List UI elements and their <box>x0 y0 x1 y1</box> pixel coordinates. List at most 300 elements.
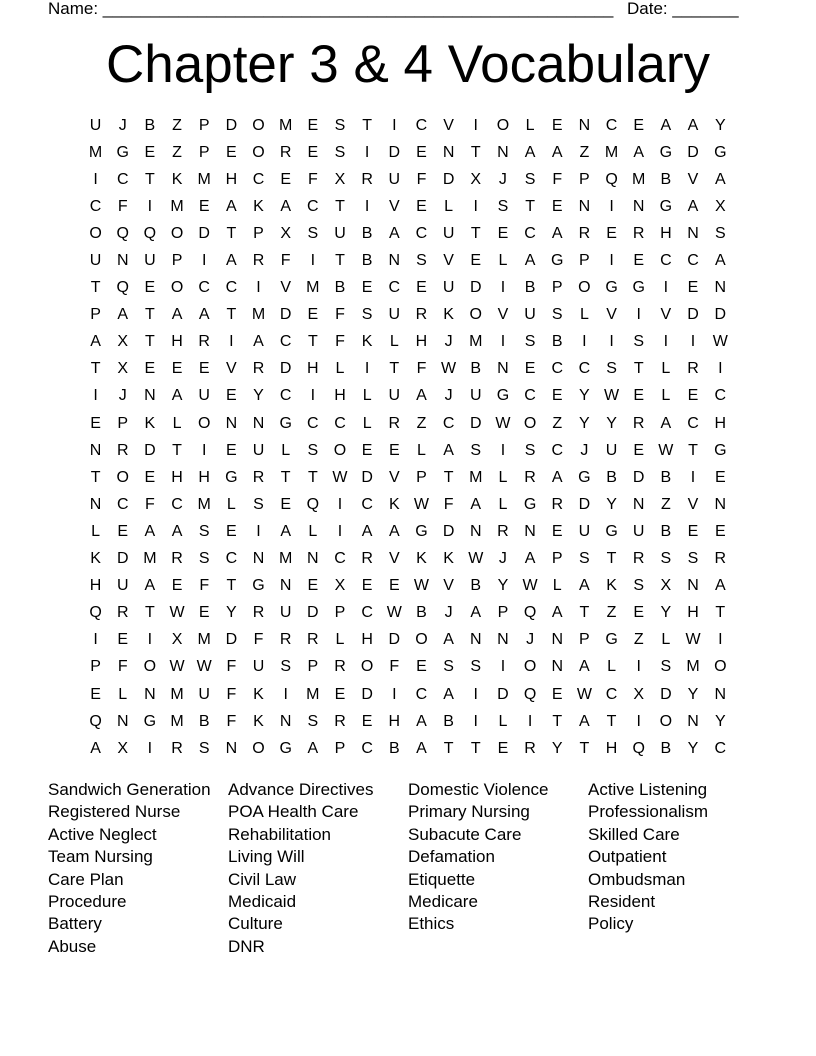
grid-letter[interactable]: T <box>389 360 400 378</box>
grid-letter[interactable]: I <box>663 333 669 351</box>
grid-letter[interactable]: V <box>443 252 454 270</box>
grid-letter[interactable]: W <box>495 414 511 432</box>
grid-letter[interactable]: T <box>145 170 155 188</box>
grid-letter[interactable]: G <box>496 387 510 405</box>
grid-letter[interactable]: W <box>386 604 402 622</box>
grid-letter[interactable]: F <box>335 306 345 324</box>
grid-letter[interactable]: I <box>392 685 397 703</box>
grid-letter[interactable]: S <box>334 143 346 161</box>
grid-letter[interactable]: Y <box>226 604 237 622</box>
grid-letter[interactable]: J <box>580 441 589 459</box>
grid-letter[interactable]: C <box>89 197 102 215</box>
grid-letter[interactable]: I <box>337 495 343 513</box>
grid-letter[interactable]: M <box>279 550 293 568</box>
grid-letter[interactable]: A <box>443 441 454 459</box>
grid-letter[interactable]: I <box>718 631 723 649</box>
grid-letter[interactable]: D <box>307 604 319 622</box>
grid-letter[interactable]: R <box>361 170 373 188</box>
grid-letter[interactable]: E <box>714 522 726 540</box>
grid-letter[interactable]: C <box>551 360 564 378</box>
grid-letter[interactable]: P <box>497 604 509 622</box>
grid-letter[interactable]: T <box>226 577 237 595</box>
grid-letter[interactable]: E <box>633 441 645 459</box>
grid-letter[interactable]: V <box>660 306 672 324</box>
grid-letter[interactable]: A <box>416 739 427 757</box>
grid-letter[interactable]: D <box>388 143 401 161</box>
grid-letter[interactable]: D <box>660 685 672 703</box>
grid-letter[interactable]: H <box>687 604 699 622</box>
grid-letter[interactable]: I <box>609 252 614 270</box>
grid-letter[interactable]: S <box>687 550 699 568</box>
grid-letter[interactable]: L <box>498 252 508 270</box>
grid-letter[interactable]: C <box>116 495 129 513</box>
grid-letter[interactable]: I <box>718 360 723 378</box>
grid-letter[interactable]: R <box>687 360 699 378</box>
grid-letter[interactable]: R <box>116 604 129 622</box>
grid-letter[interactable]: P <box>579 252 590 270</box>
grid-letter[interactable]: B <box>144 116 156 134</box>
grid-letter[interactable]: U <box>252 658 265 676</box>
grid-letter[interactable]: C <box>578 360 591 378</box>
grid-letter[interactable]: I <box>473 712 478 730</box>
grid-letter[interactable]: O <box>714 658 727 676</box>
grid-letter[interactable]: N <box>497 360 509 378</box>
grid-letter[interactable]: C <box>334 414 346 432</box>
grid-letter[interactable]: I <box>364 143 370 161</box>
grid-letter[interactable]: W <box>603 387 620 405</box>
grid-letter[interactable]: X <box>280 224 291 242</box>
grid-letter[interactable]: U <box>198 685 210 703</box>
grid-letter[interactable]: A <box>198 306 210 324</box>
grid-letter[interactable]: M <box>686 658 700 676</box>
grid-letter[interactable]: S <box>579 550 590 568</box>
grid-letter[interactable]: O <box>252 739 265 757</box>
grid-letter[interactable]: T <box>226 306 237 324</box>
grid-letter[interactable]: P <box>334 604 346 622</box>
grid-letter[interactable]: S <box>633 333 645 351</box>
grid-letter[interactable]: R <box>632 224 645 242</box>
grid-letter[interactable]: T <box>335 197 345 215</box>
grid-letter[interactable]: Q <box>523 604 537 622</box>
grid-letter[interactable]: D <box>198 224 210 242</box>
grid-letter[interactable]: S <box>307 712 319 730</box>
grid-letter[interactable]: A <box>388 224 400 242</box>
grid-letter[interactable]: A <box>90 739 101 757</box>
grid-letter[interactable]: U <box>388 170 401 188</box>
grid-letter[interactable]: L <box>91 522 101 540</box>
grid-letter[interactable]: K <box>388 495 400 513</box>
grid-letter[interactable]: A <box>90 333 101 351</box>
grid-letter[interactable]: I <box>256 279 261 297</box>
grid-letter[interactable]: T <box>633 360 644 378</box>
grid-letter[interactable]: G <box>279 414 292 432</box>
grid-letter[interactable]: N <box>551 658 564 676</box>
grid-letter[interactable]: I <box>147 739 153 757</box>
grid-letter[interactable]: X <box>633 685 645 703</box>
grid-letter[interactable]: N <box>144 685 156 703</box>
grid-letter[interactable]: E <box>633 116 645 134</box>
grid-letter[interactable]: N <box>279 712 292 730</box>
grid-letter[interactable]: G <box>714 143 727 161</box>
grid-letter[interactable]: E <box>497 739 509 757</box>
grid-letter[interactable]: K <box>90 550 101 568</box>
grid-letter[interactable]: C <box>361 495 373 513</box>
grid-letter[interactable]: G <box>714 441 727 459</box>
grid-letter[interactable]: H <box>361 631 373 649</box>
grid-letter[interactable]: C <box>361 739 373 757</box>
grid-letter[interactable]: X <box>660 577 672 595</box>
grid-letter[interactable]: L <box>607 658 616 676</box>
grid-letter[interactable]: N <box>252 414 265 432</box>
grid-letter[interactable]: C <box>225 279 238 297</box>
grid-letter[interactable]: Z <box>416 414 427 432</box>
grid-letter[interactable]: E <box>307 116 319 134</box>
grid-letter[interactable]: B <box>660 739 672 757</box>
grid-letter[interactable]: D <box>687 143 699 161</box>
grid-letter[interactable]: S <box>280 658 291 676</box>
grid-letter[interactable]: L <box>308 522 318 540</box>
grid-letter[interactable]: N <box>497 631 509 649</box>
grid-letter[interactable]: R <box>279 631 292 649</box>
grid-letter[interactable]: M <box>279 116 293 134</box>
grid-letter[interactable]: K <box>361 333 373 351</box>
grid-letter[interactable]: W <box>685 631 701 649</box>
grid-letter[interactable]: F <box>335 333 345 351</box>
grid-letter[interactable]: I <box>473 685 478 703</box>
grid-letter[interactable]: T <box>525 197 535 215</box>
grid-letter[interactable]: V <box>687 495 699 513</box>
grid-letter[interactable]: F <box>226 658 237 676</box>
grid-letter[interactable]: R <box>578 224 591 242</box>
grid-letter[interactable]: A <box>117 306 129 324</box>
grid-letter[interactable]: A <box>660 414 672 432</box>
grid-letter[interactable]: S <box>470 441 482 459</box>
grid-letter[interactable]: S <box>307 441 319 459</box>
grid-letter[interactable]: W <box>169 604 185 622</box>
grid-letter[interactable]: V <box>226 360 237 378</box>
grid-letter[interactable]: J <box>444 333 453 351</box>
grid-letter[interactable]: G <box>551 252 564 270</box>
grid-letter[interactable]: A <box>687 197 699 215</box>
grid-letter[interactable]: I <box>364 360 370 378</box>
grid-letter[interactable]: G <box>659 197 673 215</box>
grid-letter[interactable]: I <box>147 197 153 215</box>
grid-letter[interactable]: G <box>605 522 618 540</box>
grid-letter[interactable]: L <box>362 387 372 405</box>
grid-letter[interactable]: T <box>145 604 155 622</box>
grid-letter[interactable]: E <box>551 522 563 540</box>
grid-letter[interactable]: M <box>197 170 211 188</box>
grid-letter[interactable]: T <box>443 468 454 486</box>
grid-letter[interactable]: U <box>605 441 618 459</box>
grid-letter[interactable]: J <box>118 387 127 405</box>
grid-letter[interactable]: Y <box>253 387 264 405</box>
grid-letter[interactable]: R <box>334 712 346 730</box>
grid-letter[interactable]: I <box>663 279 669 297</box>
grid-letter[interactable]: H <box>171 333 183 351</box>
grid-letter[interactable]: O <box>116 468 129 486</box>
grid-letter[interactable]: X <box>714 197 726 215</box>
grid-letter[interactable]: L <box>335 360 345 378</box>
grid-letter[interactable]: E <box>117 631 129 649</box>
grid-letter[interactable]: V <box>443 577 454 595</box>
grid-letter[interactable]: C <box>415 685 428 703</box>
grid-letter[interactable]: P <box>198 143 210 161</box>
grid-letter[interactable]: S <box>606 360 617 378</box>
grid-letter[interactable]: L <box>498 468 508 486</box>
grid-letter[interactable]: M <box>469 333 483 351</box>
grid-letter[interactable]: G <box>116 143 129 161</box>
grid-letter[interactable]: D <box>361 685 373 703</box>
grid-letter[interactable]: S <box>660 658 672 676</box>
grid-letter[interactable]: S <box>198 550 210 568</box>
grid-letter[interactable]: J <box>498 550 507 568</box>
grid-letter[interactable]: E <box>361 279 373 297</box>
grid-letter[interactable]: K <box>253 197 264 215</box>
grid-letter[interactable]: I <box>201 441 207 459</box>
grid-letter[interactable]: C <box>307 414 319 432</box>
grid-letter[interactable]: A <box>714 252 726 270</box>
grid-letter[interactable]: T <box>606 712 617 730</box>
grid-letter[interactable]: A <box>416 712 427 730</box>
grid-letter[interactable]: F <box>117 658 128 676</box>
grid-letter[interactable]: E <box>551 197 563 215</box>
grid-letter[interactable]: B <box>361 252 373 270</box>
grid-letter[interactable]: F <box>307 170 318 188</box>
grid-letter[interactable]: U <box>578 522 591 540</box>
grid-letter[interactable]: B <box>334 279 346 297</box>
grid-letter[interactable]: Q <box>632 739 645 757</box>
grid-letter[interactable]: M <box>143 550 157 568</box>
grid-letter[interactable]: E <box>280 170 291 188</box>
grid-letter[interactable]: Y <box>660 604 672 622</box>
grid-letter[interactable]: N <box>687 224 699 242</box>
grid-letter[interactable]: E <box>144 279 156 297</box>
grid-letter[interactable]: P <box>334 739 346 757</box>
grid-letter[interactable]: Q <box>116 224 129 242</box>
grid-letter[interactable]: A <box>579 577 590 595</box>
grid-letter[interactable]: L <box>525 116 535 134</box>
grid-letter[interactable]: L <box>661 360 671 378</box>
grid-letter[interactable]: O <box>333 441 347 459</box>
grid-letter[interactable]: H <box>307 360 319 378</box>
grid-letter[interactable]: E <box>307 306 319 324</box>
grid-letter[interactable]: E <box>687 522 699 540</box>
grid-letter[interactable]: E <box>361 577 373 595</box>
grid-letter[interactable]: A <box>171 306 183 324</box>
grid-letter[interactable]: B <box>443 712 454 730</box>
grid-letter[interactable]: Z <box>172 116 182 134</box>
grid-letter[interactable]: N <box>144 387 156 405</box>
grid-letter[interactable]: T <box>552 712 563 730</box>
grid-letter[interactable]: N <box>687 577 699 595</box>
grid-letter[interactable]: H <box>415 333 428 351</box>
grid-letter[interactable]: W <box>658 441 674 459</box>
grid-letter[interactable]: D <box>497 685 509 703</box>
grid-letter[interactable]: W <box>169 658 185 676</box>
grid-letter[interactable]: A <box>470 495 482 513</box>
grid-letter[interactable]: D <box>632 468 645 486</box>
grid-letter[interactable]: F <box>443 495 454 513</box>
grid-letter[interactable]: T <box>715 604 726 622</box>
grid-letter[interactable]: S <box>361 306 373 324</box>
grid-letter[interactable]: P <box>171 252 183 270</box>
grid-letter[interactable]: N <box>714 495 727 513</box>
grid-letter[interactable]: Y <box>551 739 563 757</box>
grid-letter[interactable]: C <box>660 252 672 270</box>
grid-letter[interactable]: E <box>470 252 482 270</box>
grid-letter[interactable]: E <box>388 441 400 459</box>
grid-letter[interactable]: I <box>609 333 614 351</box>
grid-letter[interactable]: C <box>307 197 319 215</box>
grid-letter[interactable]: B <box>606 468 617 486</box>
grid-letter[interactable]: E <box>117 522 129 540</box>
grid-letter[interactable]: Q <box>116 279 129 297</box>
grid-letter[interactable]: T <box>90 468 101 486</box>
grid-letter[interactable]: I <box>636 658 641 676</box>
grid-letter[interactable]: L <box>579 306 589 324</box>
grid-letter[interactable]: X <box>171 631 183 649</box>
grid-letter[interactable]: K <box>416 550 427 568</box>
grid-letter[interactable]: L <box>661 387 671 405</box>
grid-letter[interactable]: I <box>582 333 587 351</box>
grid-letter[interactable]: C <box>171 495 183 513</box>
grid-letter[interactable]: K <box>253 685 264 703</box>
grid-letter[interactable]: H <box>89 577 102 595</box>
grid-letter[interactable]: I <box>609 197 614 215</box>
grid-letter[interactable]: P <box>90 306 101 324</box>
grid-letter[interactable]: V <box>388 550 400 568</box>
grid-letter[interactable]: T <box>362 116 373 134</box>
grid-letter[interactable]: A <box>226 197 237 215</box>
grid-letter[interactable]: W <box>468 550 484 568</box>
grid-letter[interactable]: H <box>198 468 210 486</box>
grid-letter[interactable]: W <box>576 685 592 703</box>
grid-letter[interactable]: N <box>116 712 129 730</box>
grid-letter[interactable]: L <box>226 495 236 513</box>
grid-letter[interactable]: C <box>415 116 428 134</box>
grid-letter[interactable]: U <box>442 279 455 297</box>
grid-letter[interactable]: E <box>361 712 373 730</box>
grid-letter[interactable]: A <box>524 252 536 270</box>
grid-letter[interactable]: B <box>524 279 536 297</box>
grid-letter[interactable]: R <box>524 739 536 757</box>
grid-letter[interactable]: L <box>417 441 426 459</box>
grid-letter[interactable]: Y <box>497 577 509 595</box>
grid-letter[interactable]: S <box>416 252 427 270</box>
grid-letter[interactable]: E <box>226 441 237 459</box>
grid-letter[interactable]: E <box>171 577 183 595</box>
grid-letter[interactable]: R <box>524 468 536 486</box>
grid-letter[interactable]: R <box>415 306 428 324</box>
grid-letter[interactable]: N <box>578 116 591 134</box>
grid-letter[interactable]: R <box>252 604 265 622</box>
grid-letter[interactable]: T <box>470 224 481 242</box>
grid-letter[interactable]: W <box>441 360 457 378</box>
grid-letter[interactable]: P <box>551 279 563 297</box>
grid-letter[interactable]: N <box>279 577 292 595</box>
grid-letter[interactable]: I <box>93 631 98 649</box>
grid-letter[interactable]: N <box>469 631 482 649</box>
date-field[interactable]: Date: _______ <box>627 0 739 18</box>
grid-letter[interactable]: C <box>605 116 618 134</box>
grid-letter[interactable]: A <box>226 252 237 270</box>
grid-letter[interactable]: L <box>498 495 508 513</box>
grid-letter[interactable]: A <box>171 387 183 405</box>
grid-letter[interactable]: U <box>334 224 346 242</box>
grid-letter[interactable]: R <box>632 550 645 568</box>
grid-letter[interactable]: A <box>524 550 536 568</box>
grid-letter[interactable]: E <box>307 577 319 595</box>
grid-letter[interactable]: H <box>334 387 346 405</box>
grid-letter[interactable]: A <box>551 468 563 486</box>
grid-letter[interactable]: Y <box>687 685 699 703</box>
grid-letter[interactable]: W <box>196 658 212 676</box>
grid-letter[interactable]: E <box>198 604 210 622</box>
grid-letter[interactable]: E <box>416 143 427 161</box>
grid-letter[interactable]: L <box>661 631 671 649</box>
grid-letter[interactable]: J <box>498 170 507 188</box>
grid-letter[interactable]: C <box>415 224 428 242</box>
grid-letter[interactable]: M <box>88 143 103 161</box>
grid-letter[interactable]: Q <box>89 712 102 730</box>
grid-letter[interactable]: G <box>252 577 265 595</box>
grid-letter[interactable]: S <box>714 224 726 242</box>
grid-letter[interactable]: W <box>522 577 538 595</box>
grid-letter[interactable]: G <box>225 468 238 486</box>
grid-letter[interactable]: B <box>660 522 672 540</box>
grid-letter[interactable]: E <box>144 468 156 486</box>
grid-letter[interactable]: C <box>198 279 210 297</box>
grid-letter[interactable]: A <box>714 577 726 595</box>
grid-letter[interactable]: R <box>632 414 645 432</box>
grid-letter[interactable]: E <box>144 360 156 378</box>
grid-letter[interactable]: V <box>497 306 509 324</box>
grid-letter[interactable]: N <box>252 550 265 568</box>
grid-letter[interactable]: A <box>416 387 427 405</box>
grid-letter[interactable]: G <box>578 468 591 486</box>
grid-letter[interactable]: D <box>578 495 591 513</box>
grid-letter[interactable]: A <box>307 739 319 757</box>
grid-letter[interactable]: N <box>307 550 319 568</box>
grid-letter[interactable]: M <box>170 685 184 703</box>
grid-letter[interactable]: I <box>364 197 370 215</box>
grid-letter[interactable]: E <box>687 279 699 297</box>
grid-letter[interactable]: L <box>552 577 562 595</box>
grid-letter[interactable]: E <box>416 279 427 297</box>
grid-letter[interactable]: E <box>388 577 400 595</box>
grid-letter[interactable]: O <box>170 279 184 297</box>
grid-letter[interactable]: B <box>551 333 563 351</box>
grid-letter[interactable]: Q <box>523 685 537 703</box>
grid-letter[interactable]: L <box>172 414 182 432</box>
grid-letter[interactable]: N <box>469 522 482 540</box>
grid-letter[interactable]: A <box>280 197 291 215</box>
grid-letter[interactable]: F <box>280 252 291 270</box>
grid-letter[interactable]: F <box>389 658 400 676</box>
grid-letter[interactable]: S <box>633 577 645 595</box>
grid-letter[interactable]: M <box>197 631 211 649</box>
grid-letter[interactable]: H <box>388 712 401 730</box>
grid-letter[interactable]: E <box>361 441 373 459</box>
grid-letter[interactable]: V <box>606 306 617 324</box>
grid-letter[interactable]: A <box>144 577 156 595</box>
grid-letter[interactable]: F <box>226 712 237 730</box>
grid-letter[interactable]: E <box>171 360 183 378</box>
grid-letter[interactable]: B <box>388 739 400 757</box>
grid-letter[interactable]: S <box>198 739 210 757</box>
grid-letter[interactable]: A <box>280 522 291 540</box>
